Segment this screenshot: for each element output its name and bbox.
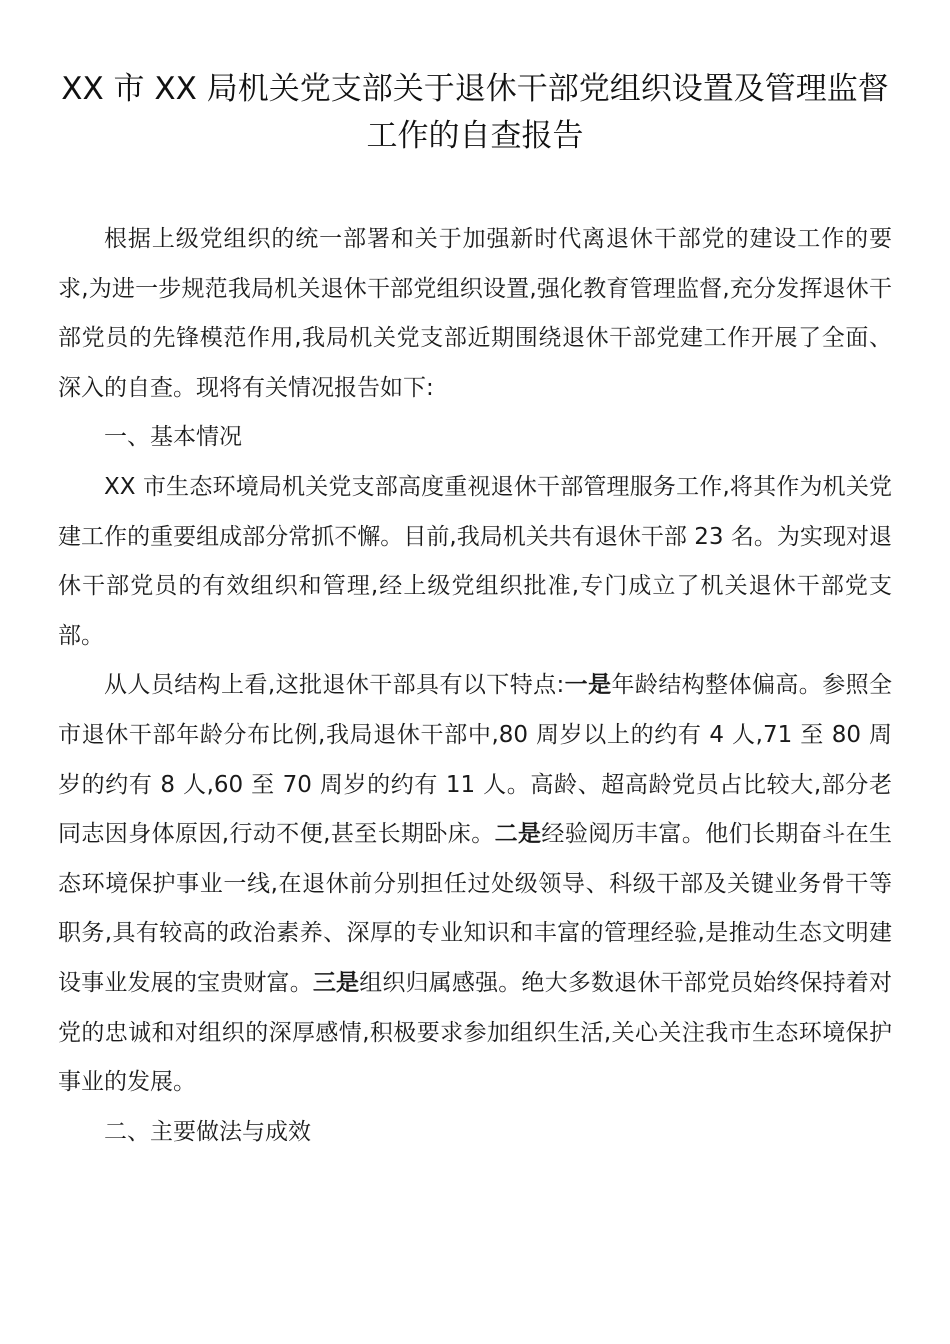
point-one-label: 一是: [564, 672, 612, 699]
section-heading-basic-situation: 一、基本情况: [104, 424, 242, 451]
document-title: XX 市 XX 局机关党支部关于退休干部党组织设置及管理监督工作的自查报告: [61, 71, 889, 154]
document-body: [58, 215, 892, 1157]
point-three-text: 组织归属感强。绝大多数退休干部党员始终保持着对党的忠诚和对组织的深厚感情,积极要求参加组织生活,关心关注我市生态环境保护事业的发展。: [58, 969, 893, 1096]
personnel-structure-paragraph: [58, 661, 892, 1107]
basic-situation-paragraph: XX 市生态环境局机关党支部高度重视退休干部管理服务工作,将其作为机关党建工作的重要组成部分常抓不懈。目前,我局机关共有退休干部 23 名。为实现对退休干部党员的有效组织和管理,经上级党组织批准,专门成立了机关退休干部党支部。: [58, 473, 892, 649]
point-two-label: 二是: [494, 821, 542, 848]
point-two-text: 经验阅历丰富。他们长期奋斗在生态环境保护事业一线,在退休前分别担任过处级领导、科级干部及关键业务骨干等职务,具有较高的政治素养、深厚的专业知识和丰富的管理经验,是推动生态文明建设事业发展的宝贵财富。: [58, 821, 893, 996]
section-heading-practices: 二、主要做法与成效: [104, 1118, 311, 1145]
point-one-text: 年龄结构整体偏高。参照全市退休干部年龄分布比例,我局退休干部中,80 周岁以上的约有 4 人,71 至 80 周岁的约有 8 人,60 至 70 周岁的约有 11 人。高龄、超高龄党员占比较大,部分老同志因身体原因,行动不便,甚至长期卧床。: [58, 672, 893, 848]
point-three-label: 三是: [312, 969, 360, 996]
structure-lead-text: 从人员结构上看,这批退休干部具有以下特点:: [104, 672, 565, 699]
document-page: [58, 66, 892, 1157]
intro-paragraph: 根据上级党组织的统一部署和关于加强新时代离退休干部党的建设工作的要求,为进一步规范我局机关退休干部党组织设置,强化教育管理监督,充分发挥退休干部党员的先锋模范作用,我局机关党支部近期围绕退休干部党建工作开展了全面、深入的自查。现将有关情况报告如下:: [58, 226, 892, 401]
